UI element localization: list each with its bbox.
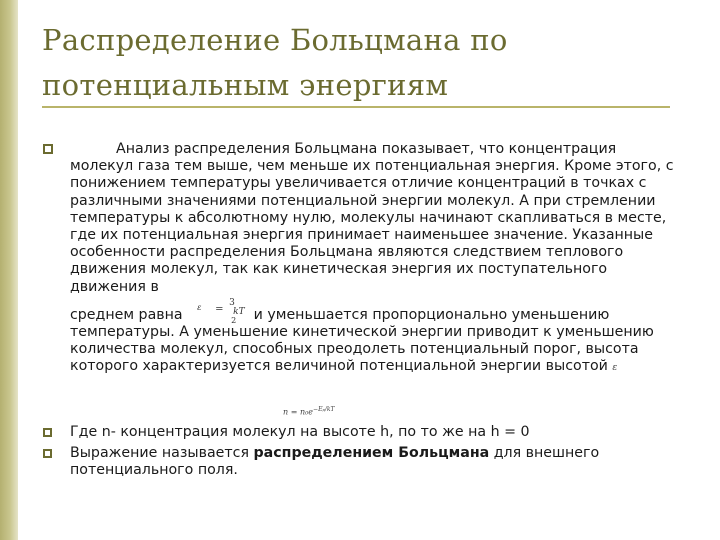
paragraph-3-bold-term: распределением Больцмана [253,445,490,461]
bullet-marker-3 [43,449,52,458]
potential-energy-symbol-image: ε [612,363,618,374]
kinetic-energy-formula-image: ε = 3 kT 2 [197,297,245,325]
paragraph-1-part-2a: среднем равна [70,306,183,323]
paragraph-1 [70,141,680,378]
formula-gap [70,296,680,307]
title-divider [42,106,670,108]
paragraph-3-before: Выражение называется [70,445,254,461]
paragraph-2: Где n- концентрация молекул на высоте h, по то же на h = 0 [70,424,530,440]
paragraph-1-part-2b: и уменьшается пропорционально уменьшению температуры. А уменьшение кинетической энергии приводит к уменьшению количества молекул, способных преодолеть потенциальный порог, высота которого характеризуется величиной потенциальной энергии высотой [70,306,654,375]
bullet-marker-1 [43,144,53,154]
paragraph-1-part-1: Анализ распределения Больцмана показывает, что концентрация молекул газа тем выше, чем меньше их потенциальная энергия. Кроме этого, с понижением температуры увеличивается отличие концентраций в точках с различными значениями потенциальной энергии молекул. А при стремлении температуры к абсолютному нулю, молекулы начинают скапливаться в месте, где их потенциальная энергия принимает наименьшее значение. Указанные особенности распределения Больцмана являются следствием теплового движения молекул, так как кинетическая энергия их поступательного движения в [70,141,674,295]
paragraph-3-after: для внешнего потенциального поля. [70,445,600,479]
slide-title: Распределение Больцмана по потенциальным энергиям [42,23,508,102]
left-decorative-bar [0,0,18,540]
paragraph-3 [70,445,680,479]
boltzmann-formula-image: $n = n_0e^{-E_p/kT}$ [283,406,335,417]
bullet-marker-2 [43,428,52,437]
